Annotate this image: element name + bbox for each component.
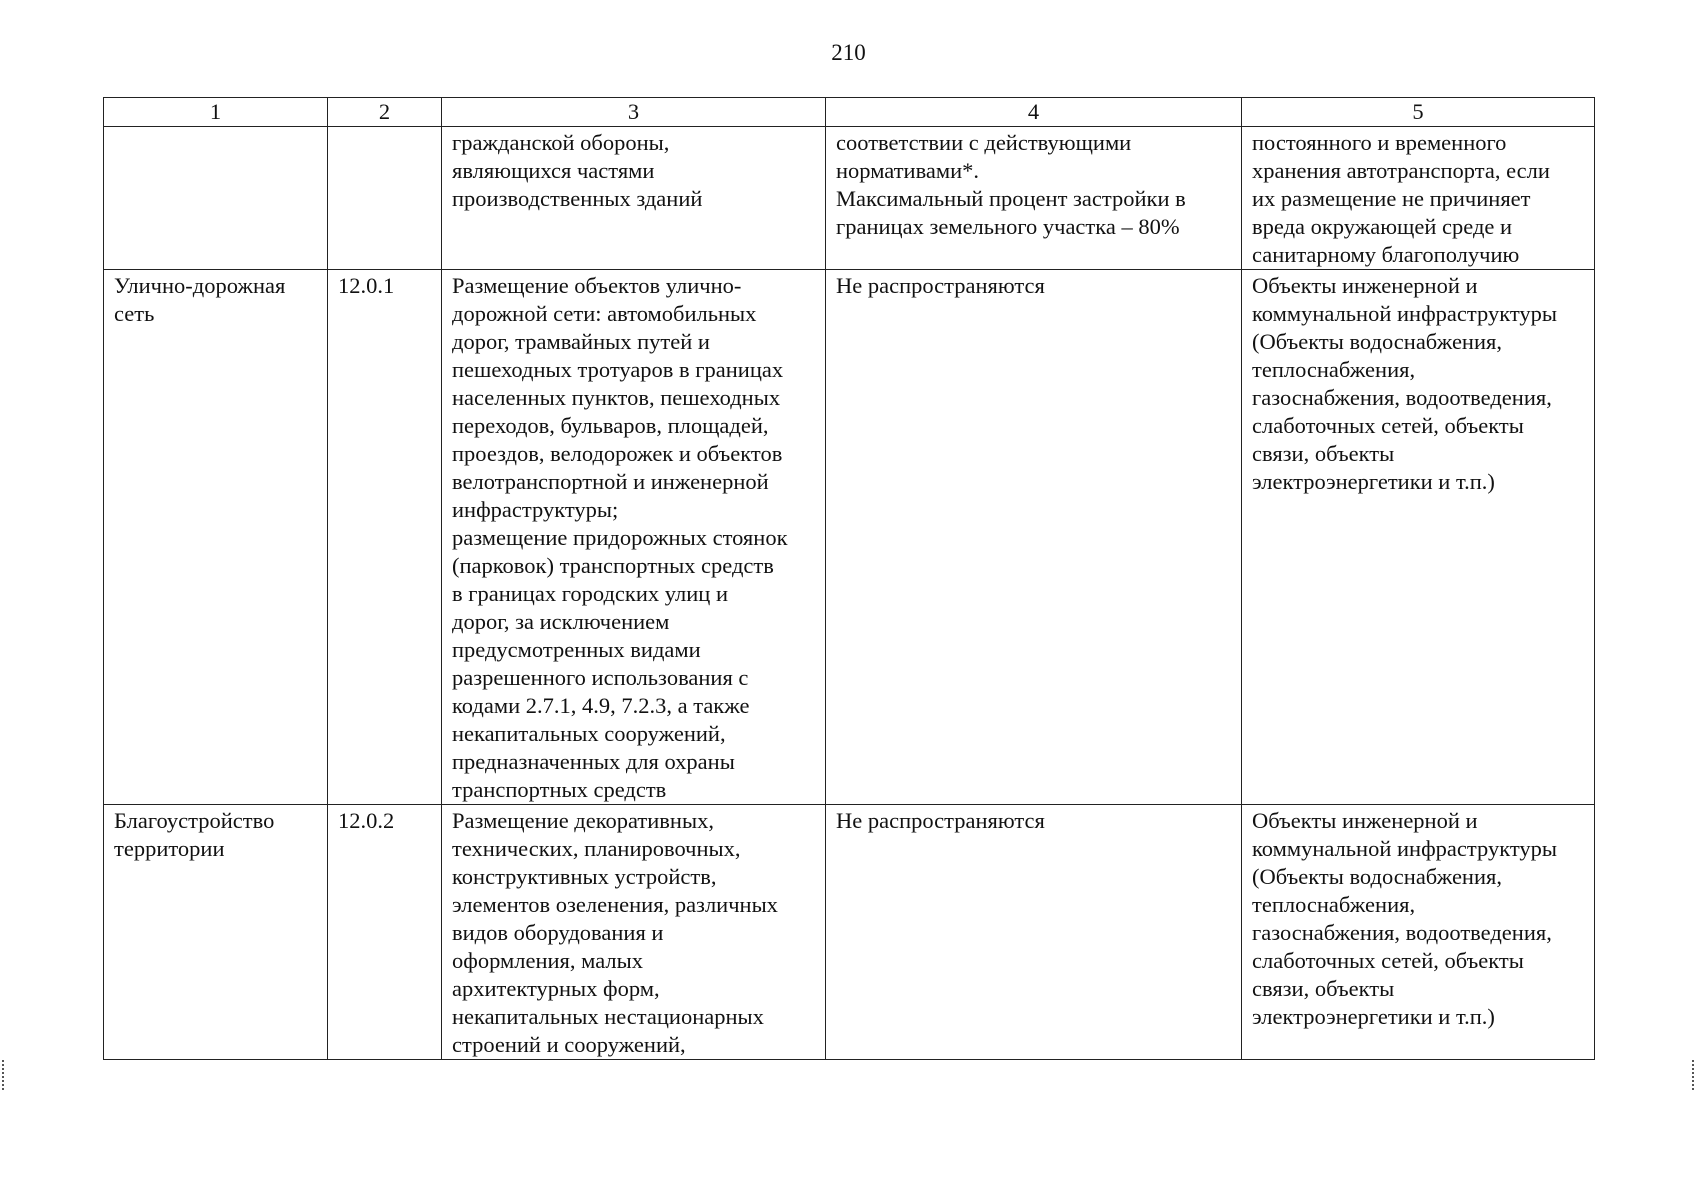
table-row (104, 127, 1595, 270)
cell-description: Размещение объектов улично- дорожной сети: автомобильных дорог, трамвайных путей и пешеходных тротуаров в границах населенных пунктов, пешеходных переходов, бульваров, площадей, проездов, велодорожек и объектов велотранспортной и инженерной инфраструктуры; размещение придорожных стоянок (парковок) транспортных средств в границах городских улиц и дорог, за исключением предусмотренных видами разрешенного использования с кодами 2.7.1, 4.9, 7.2.3, а также некапитальных сооружений, предназначенных для охраны транспортных средств (442, 270, 826, 805)
cell-code: 12.0.2 (328, 805, 442, 1060)
cell-name (104, 127, 328, 270)
zoning-table (103, 97, 1595, 1060)
column-header-2: 2 (328, 98, 442, 127)
table-row (104, 270, 1595, 805)
cell-auxiliary-uses: Объекты инженерной и коммунальной инфраструктуры (Объекты водоснабжения, теплоснабжения, газоснабжения, водоотведения, слаботочных сетей, объекты связи, объекты электроэнергетики и т.п.) (1242, 805, 1595, 1060)
left-scan-mark (2, 1060, 6, 1090)
cell-parameters: Не распространяются (826, 805, 1242, 1060)
cell-code (328, 127, 442, 270)
cell-description: гражданской обороны, являющихся частями производственных зданий (442, 127, 826, 270)
column-header-5: 5 (1242, 98, 1595, 127)
cell-code: 12.0.1 (328, 270, 442, 805)
cell-parameters: Не распространяются (826, 270, 1242, 805)
cell-name: Благоустройство территории (104, 805, 328, 1060)
page-number: 210 (831, 40, 866, 65)
column-header-1: 1 (104, 98, 328, 127)
column-header-4: 4 (826, 98, 1242, 127)
cell-parameters: соответствии с действующими нормативами*. Максимальный процент застройки в границах земельного участка – 80% (826, 127, 1242, 270)
cell-auxiliary-uses: постоянного и временного хранения автотранспорта, если их размещение не причиняет вреда окружающей среде и санитарному благополучию (1242, 127, 1595, 270)
cell-name: Улично-дорожная сеть (104, 270, 328, 805)
column-header-3: 3 (442, 98, 826, 127)
table-header-row (104, 98, 1595, 127)
cell-auxiliary-uses: Объекты инженерной и коммунальной инфраструктуры (Объекты водоснабжения, теплоснабжения, газоснабжения, водоотведения, слаботочных сетей, объекты связи, объекты электроэнергетики и т.п.) (1242, 270, 1595, 805)
cell-description: Размещение декоративных, технических, планировочных, конструктивных устройств, элементов озеленения, различных видов оборудования и оформления, малых архитектурных форм, некапитальных нестационарных строений и сооружений, (442, 805, 826, 1060)
right-scan-mark (1692, 1060, 1696, 1090)
table-row (104, 805, 1595, 1060)
